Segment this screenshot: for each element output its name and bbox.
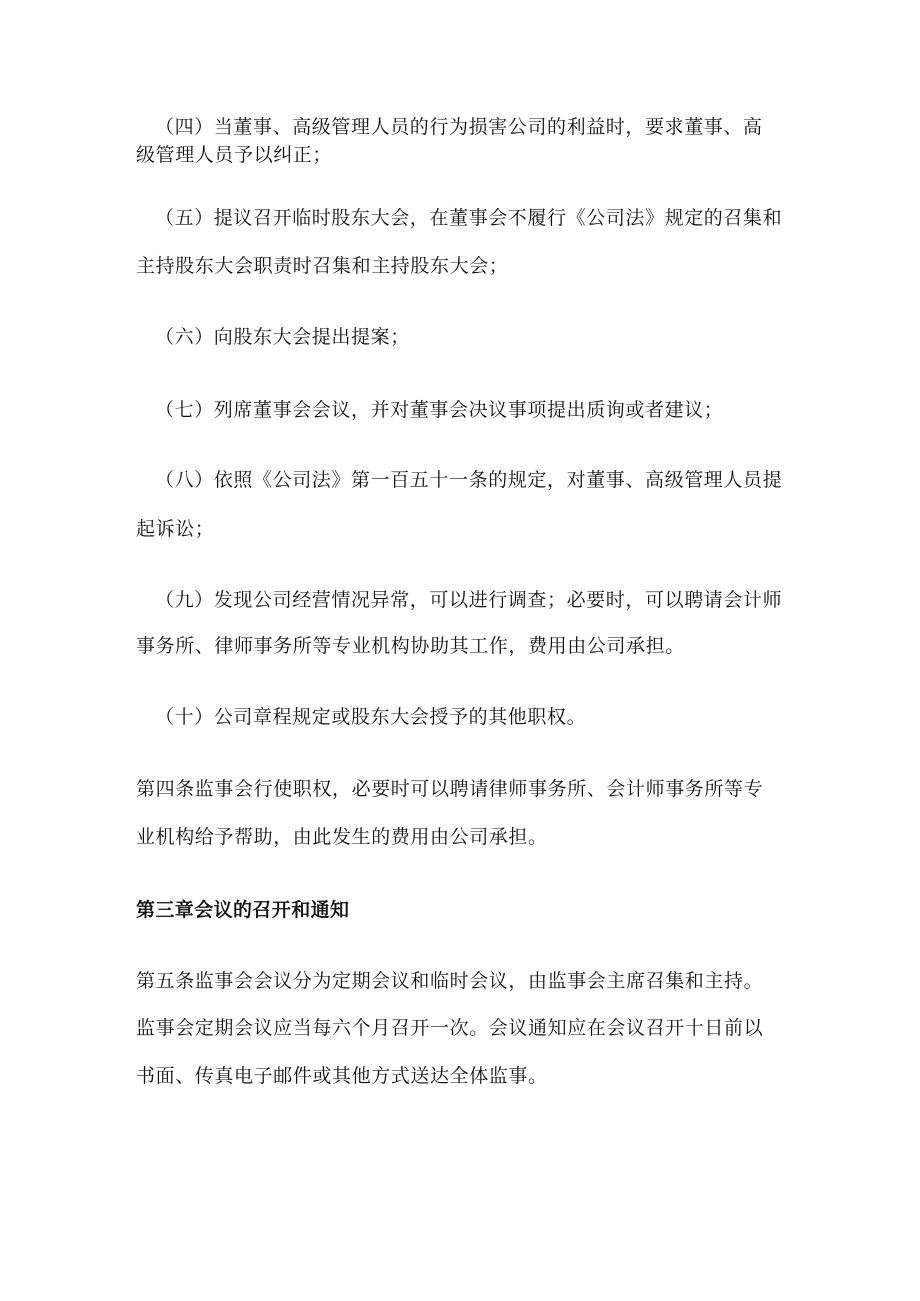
article-5-line-2: 监事会定期会议应当每六个月召开一次。会议通知应在会议召开十日前以 xyxy=(136,1017,764,1039)
item-9-line-1: （九）发现公司经营情况异常，可以进行调查；必要时，可以聘请会计师 xyxy=(155,589,783,611)
item-5-line-2: 主持股东大会职责时召集和主持股东大会； xyxy=(136,255,509,277)
article-4-line-2: 业机构给予帮助，由此发生的费用由公司承担。 xyxy=(136,826,548,848)
item-8-line-2: 起诉讼； xyxy=(136,518,215,540)
item-8-line-1: （八）依照《公司法》第一百五十一条的规定，对董事、高级管理人员提 xyxy=(155,469,783,491)
item-9-line-2: 事务所、律师事务所等专业机构协助其工作，费用由公司承担。 xyxy=(136,635,685,657)
article-4-line-1: 第四条监事会行使职权，必要时可以聘请律师事务所、会计师事务所等专 xyxy=(136,778,764,800)
item-4-line-2: 级管理人员予以纠正； xyxy=(136,144,333,166)
item-7-line-1: （七）列席董事会会议，并对董事会决议事项提出质询或者建议； xyxy=(155,399,724,421)
item-10-line-1: （十）公司章程规定或股东大会授予的其他职权。 xyxy=(155,706,587,728)
item-4-line-1: （四）当董事、高级管理人员的行为损害公司的利益时，要求董事、高 xyxy=(155,116,763,138)
chapter-3-heading: 第三章会议的召开和通知 xyxy=(136,899,350,921)
article-5-line-3: 书面、传真电子邮件或其他方式送达全体监事。 xyxy=(136,1065,548,1087)
article-5-line-1: 第五条监事会会议分为定期会议和临时会议，由监事会主席召集和主持。 xyxy=(136,970,764,992)
item-5-line-1: （五）提议召开临时股东大会，在董事会不履行《公司法》规定的召集和 xyxy=(155,207,783,229)
item-6-line-1: （六）向股东大会提出提案； xyxy=(155,326,410,348)
